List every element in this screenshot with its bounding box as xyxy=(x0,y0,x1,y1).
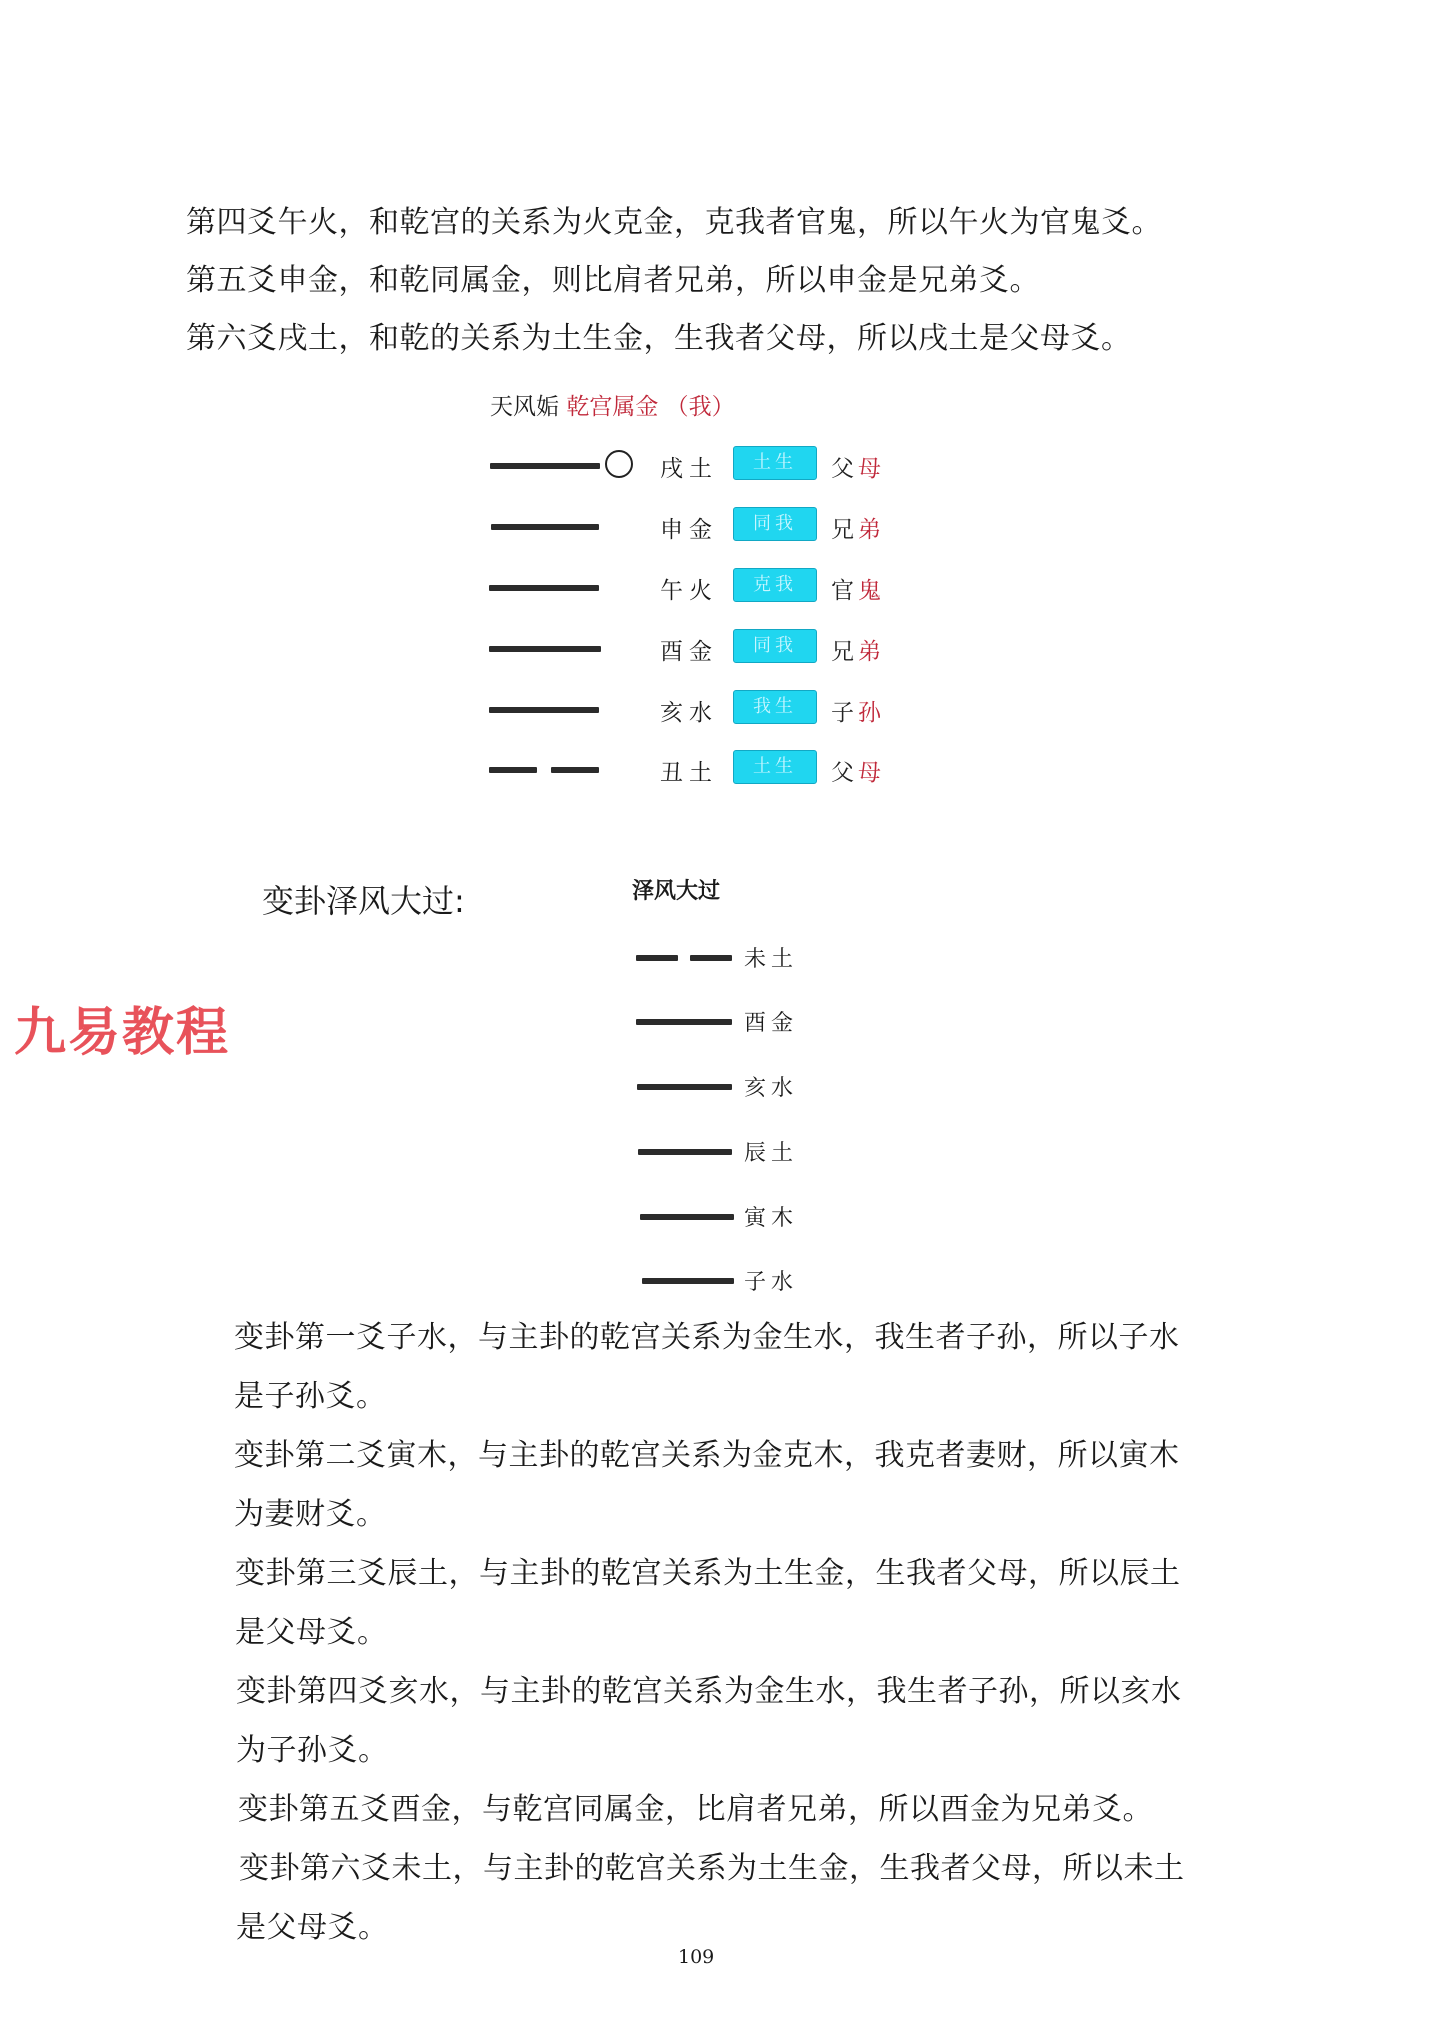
main-yao-3 xyxy=(485,629,905,669)
liuqin-label xyxy=(831,450,885,483)
relation-box: 土生 xyxy=(733,750,817,784)
liuqin-label xyxy=(831,694,885,727)
relation-box: 克我 xyxy=(733,568,817,602)
main-yao-6 xyxy=(485,446,905,486)
yao-branch: 酉金 xyxy=(744,1011,799,1036)
main-hexagram-title xyxy=(490,388,735,421)
liuqin-label xyxy=(831,633,885,666)
yin-line-right xyxy=(690,955,732,961)
explanation-4-line-2: 为子孙爻。 xyxy=(236,1733,389,1768)
explanation-6-line-2: 是父母爻。 xyxy=(236,1910,389,1945)
yao-branch: 未土 xyxy=(744,947,799,972)
relation-box: 同我 xyxy=(733,507,817,541)
yao-branch: 申金 xyxy=(660,517,718,543)
changed-yao-3 xyxy=(632,1132,832,1172)
yang-line xyxy=(642,1278,734,1284)
yang-line xyxy=(489,585,599,591)
main-hexagram-name: 天风姤 xyxy=(490,394,559,420)
explanation-3-line-2: 是父母爻。 xyxy=(235,1615,388,1650)
relation-box: 我生 xyxy=(733,690,817,724)
main-yao-1 xyxy=(485,750,905,790)
explanation-3-line-1: 变卦第三爻辰土，与主卦的乾宫关系为土生金，生我者父母，所以辰土 xyxy=(235,1556,1181,1591)
intro-line-4: 第四爻午火，和乾宫的关系为火克金，克我者官鬼，所以午火为官鬼爻。 xyxy=(186,205,1162,240)
explanation-4-line-1: 变卦第四爻亥水，与主卦的乾宫关系为金生水，我生者子孙，所以亥水 xyxy=(236,1674,1182,1709)
changed-yao-6 xyxy=(632,938,832,978)
liuqin-char: 鬼 xyxy=(858,578,885,604)
main-hexagram-palace: 乾宫属金 xyxy=(566,394,659,420)
main-yao-4 xyxy=(485,568,905,608)
liuqin-char: 官 xyxy=(831,578,858,604)
yang-line xyxy=(489,646,601,652)
explanation-2-line-1: 变卦第二爻寅木，与主卦的乾宫关系为金克木，我克者妻财，所以寅木 xyxy=(234,1438,1180,1473)
yao-branch: 戌土 xyxy=(660,456,718,482)
changed-yao-1 xyxy=(632,1261,832,1301)
liuqin-char: 兄 xyxy=(831,639,858,665)
liuqin-char: 弟 xyxy=(858,639,885,665)
yang-line xyxy=(636,1019,732,1025)
explanation-1-line-1: 变卦第一爻子水，与主卦的乾宫关系为金生水，我生者子孙，所以子水 xyxy=(234,1320,1180,1355)
intro-line-6: 第六爻戌土，和乾的关系为土生金，生我者父母，所以戌土是父母爻。 xyxy=(186,321,1132,356)
yao-branch: 亥水 xyxy=(744,1076,799,1101)
watermark-text: 九易教程 xyxy=(14,1003,231,1063)
liuqin-char: 兄 xyxy=(831,517,858,543)
yin-line-left xyxy=(636,955,678,961)
page-number: 109 xyxy=(678,1946,715,1968)
yang-line xyxy=(490,463,600,469)
yin-line-left xyxy=(489,767,537,773)
intro-line-5: 第五爻申金，和乾同属金，则比肩者兄弟，所以申金是兄弟爻。 xyxy=(186,263,1040,298)
explanation-1-line-2: 是子孙爻。 xyxy=(234,1379,387,1414)
yang-line xyxy=(638,1149,732,1155)
changed-hexagram-heading: 变卦泽风大过: xyxy=(262,882,465,920)
yang-line xyxy=(637,1084,732,1090)
explanation-6-line-1: 变卦第六爻未土，与主卦的乾宫关系为土生金，生我者父母，所以未土 xyxy=(239,1851,1185,1886)
liuqin-label xyxy=(831,572,885,605)
yao-branch: 丑土 xyxy=(660,760,718,786)
liuqin-char: 孙 xyxy=(858,700,885,726)
main-yao-2 xyxy=(485,690,905,730)
main-yao-5 xyxy=(485,507,905,547)
yao-branch: 寅木 xyxy=(744,1206,799,1231)
main-hexagram-self-mark: （我） xyxy=(665,394,735,420)
yang-line xyxy=(491,524,599,530)
yao-branch: 午火 xyxy=(660,578,718,604)
yang-line xyxy=(489,707,599,713)
moving-line-circle-icon xyxy=(605,450,633,478)
relation-box: 同我 xyxy=(733,629,817,663)
liuqin-char: 弟 xyxy=(858,517,885,543)
liuqin-label xyxy=(831,754,885,787)
explanation-2-line-2: 为妻财爻。 xyxy=(234,1497,387,1532)
yao-branch: 酉金 xyxy=(660,639,718,665)
liuqin-label xyxy=(831,511,885,544)
yao-branch: 辰土 xyxy=(744,1141,799,1166)
yao-branch: 亥水 xyxy=(660,700,718,726)
changed-yao-2 xyxy=(632,1197,832,1237)
changed-yao-5 xyxy=(632,1002,832,1042)
yang-line xyxy=(640,1214,734,1220)
liuqin-char: 父 xyxy=(831,456,858,482)
explanation-5-line-1: 变卦第五爻酉金，与乾宫同属金，比肩者兄弟，所以酉金为兄弟爻。 xyxy=(238,1792,1153,1827)
changed-yao-4 xyxy=(632,1067,832,1107)
changed-hexagram-title: 泽风大过 xyxy=(632,878,721,904)
liuqin-char: 母 xyxy=(858,456,885,482)
yao-branch: 子水 xyxy=(744,1270,799,1295)
relation-box: 土生 xyxy=(733,446,817,480)
liuqin-char: 母 xyxy=(858,760,885,786)
liuqin-char: 子 xyxy=(831,700,858,726)
liuqin-char: 父 xyxy=(831,760,858,786)
yin-line-right xyxy=(551,767,599,773)
